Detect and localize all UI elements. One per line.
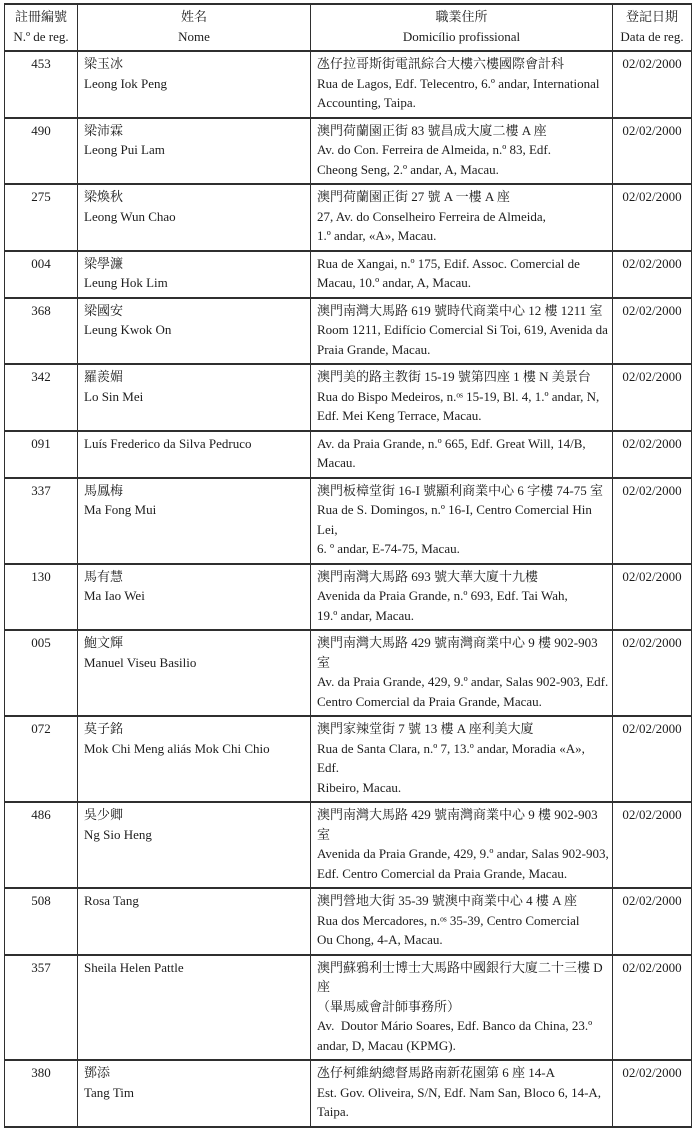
reg-no-cell (5, 564, 78, 631)
address-cell (311, 564, 613, 631)
reg-no-cell (5, 716, 78, 802)
table-row (5, 564, 692, 631)
address-line: 19.º andar, Macau. (317, 607, 414, 623)
address-line: 澳門板樟堂街 16-I 號顯利商業中心 6 字樓 74-75 室 (317, 482, 603, 498)
address-line: Avenida da Praia Grande, n.º 693, Edf. Tai Wah, (317, 588, 568, 603)
reg-no-cell (5, 802, 78, 888)
reg-no: 275 (31, 189, 51, 204)
address-line: 澳門營地大街 35-39 號澳中商業中心 4 樓 A 座 (317, 893, 578, 908)
address-line: Rua de Santa Clara, n.º 7, 13.º andar, Moradia «A», Edf. (317, 740, 589, 775)
address-line: Taipa. (317, 1104, 349, 1119)
address-line: Rua de Xangai, n.º 175, Edif. Assoc. Comercial de (317, 255, 580, 271)
header-name-pt: Nome (178, 28, 210, 44)
table-row (5, 364, 692, 431)
reg-no: 486 (31, 807, 51, 822)
address-line: 澳門南灣大馬路 429 號南灣商業中心 9 樓 902-903 室 (317, 807, 601, 842)
address-line: Av. Doutor Mário Soares, Edf. Banco da China, 23.º (317, 1018, 593, 1033)
address-line: Macau. (317, 455, 356, 470)
name-cell (78, 1060, 311, 1127)
name-cell (78, 298, 311, 365)
header-row (5, 4, 692, 51)
header-reg-no-pt: N.º de reg. (13, 28, 69, 44)
name-line: 梁煥秋 (84, 189, 124, 204)
reg-no-cell (5, 431, 78, 478)
reg-date-cell (613, 298, 692, 365)
address-line: Av. da Praia Grande, 429, 9.º andar, Salas 902-903, Edf. (317, 674, 609, 689)
name-cell (78, 564, 311, 631)
address-cell (311, 955, 613, 1061)
address-line: 澳門美的路主教街 15-19 號第四座 1 樓 N 美景台 (317, 369, 591, 384)
table-row (5, 431, 692, 478)
header-reg-no (5, 4, 78, 51)
reg-no: 337 (31, 482, 51, 498)
reg-no: 490 (31, 122, 51, 138)
address-line: Room 1211, Edifício Comercial Si Toi, 619, Avenida da (317, 322, 608, 337)
address-line: Rua de Lagos, Edf. Telecentro, 6.º andar, International (317, 75, 600, 91)
address-line: 澳門南灣大馬路 619 號時代商業中心 12 樓 1211 室 (317, 302, 603, 318)
address-cell (311, 118, 613, 185)
address-cell (311, 184, 613, 251)
name-line: 梁玉冰 (84, 56, 124, 71)
name-cell (78, 364, 311, 431)
header-name-zh: 姓名 (180, 9, 207, 24)
reg-no: 091 (31, 435, 51, 451)
reg-date: 02/02/2000 (622, 635, 682, 650)
address-line: 氹仔柯維納總督馬路南新花園第 6 座 14-A (317, 1065, 555, 1080)
header-reg-no-zh: 註冊編號 (14, 9, 67, 24)
address-cell (311, 888, 613, 955)
name-line: 鄧添 (84, 1065, 111, 1080)
address-line: 澳門南灣大馬路 429 號南灣商業中心 9 樓 902-903 室 (317, 635, 601, 670)
reg-date: 02/02/2000 (622, 807, 682, 822)
header-reg-date (613, 4, 692, 51)
name-line: 吳少卿 (84, 807, 124, 822)
address-line: 澳門南灣大馬路 693 號大華大廈十九樓 (317, 568, 539, 584)
reg-date: 02/02/2000 (622, 56, 682, 71)
reg-date: 02/02/2000 (622, 482, 682, 498)
table-row (5, 888, 692, 955)
reg-no-cell (5, 364, 78, 431)
reg-date-cell (613, 564, 692, 631)
address-cell (311, 51, 613, 118)
name-line: 梁國安 (84, 302, 124, 318)
name-cell (78, 802, 311, 888)
name-line: Sheila Helen Pattle (84, 959, 184, 975)
name-line: Tang Tim (84, 1084, 135, 1100)
name-cell (78, 118, 311, 185)
table-row (5, 298, 692, 365)
reg-date: 02/02/2000 (622, 721, 682, 736)
reg-date-cell (613, 51, 692, 118)
reg-date-cell (613, 364, 692, 431)
reg-date-cell (613, 888, 692, 955)
reg-no: 380 (31, 1065, 51, 1080)
address-line: Rua dos Mercadores, n.ᵒˢ 35-39, Centro Comercial (317, 912, 580, 928)
address-line: 1.º andar, «A», Macau. (317, 228, 437, 243)
table-row (5, 1060, 692, 1127)
reg-date-cell (613, 955, 692, 1061)
name-line: Leong Pui Lam (84, 142, 165, 157)
reg-no: 072 (31, 721, 51, 736)
table-row (5, 716, 692, 802)
address-line: 澳門蘇鴉利士博士大馬路中國銀行大廈二十三樓 D 座 (317, 959, 606, 994)
name-cell (78, 478, 311, 564)
name-line: 梁學濂 (84, 255, 124, 271)
address-line: Ou Chong, 4-A, Macau. (317, 932, 443, 947)
reg-no: 508 (31, 893, 51, 908)
name-line: Luís Frederico da Silva Pedruco (84, 435, 252, 451)
reg-date: 02/02/2000 (622, 568, 682, 584)
name-cell (78, 431, 311, 478)
address-line: （畢馬威會計師事務所） (317, 998, 461, 1014)
name-cell (78, 955, 311, 1061)
name-line: Ma Iao Wei (84, 588, 145, 603)
header-name (78, 4, 311, 51)
name-line: Leung Kwok On (84, 322, 172, 337)
address-cell (311, 1060, 613, 1127)
header-address-zh: 職業住所 (435, 9, 488, 24)
table-row (5, 955, 692, 1061)
table-row (5, 630, 692, 716)
registry-table (4, 3, 692, 1128)
name-cell (78, 251, 311, 298)
reg-no: 453 (31, 56, 51, 71)
address-line: Macau, 10.º andar, A, Macau. (317, 275, 472, 290)
name-cell (78, 888, 311, 955)
name-line: Leong Iok Peng (84, 75, 168, 91)
address-line: 27, Av. do Conselheiro Ferreira de Almeida, (317, 208, 546, 224)
reg-no-cell (5, 1060, 78, 1127)
reg-date-cell (613, 118, 692, 185)
name-line: Lo Sin Mei (84, 388, 144, 404)
reg-date-cell (613, 184, 692, 251)
address-line: 澳門荷蘭園正街 83 號昌成大廈二樓 A 座 (317, 122, 547, 138)
address-line: Avenida da Praia Grande, 429, 9.º andar, Salas 902-903, (317, 846, 609, 861)
header-reg-date-zh: 登記日期 (625, 9, 678, 24)
address-line: Rua do Bispo Medeiros, n.ᵒˢ 15-19, Bl. 4, 1.º andar, N, (317, 388, 600, 404)
name-cell (78, 630, 311, 716)
address-line: Av. da Praia Grande, n.º 665, Edf. Great Will, 14/B, (317, 435, 586, 451)
reg-no-cell (5, 118, 78, 185)
address-cell (311, 630, 613, 716)
address-line: 氹仔拉哥斯街電訊綜合大樓六樓國際會計科 (317, 56, 565, 71)
table-row (5, 251, 692, 298)
header-reg-date-pt: Data de reg. (620, 28, 684, 44)
name-line: 莫子銘 (84, 721, 124, 736)
reg-date: 02/02/2000 (622, 189, 682, 204)
address-line: Centro Comercial da Praia Grande, Macau. (317, 693, 542, 709)
table-row (5, 478, 692, 564)
name-line: 梁沛霖 (84, 122, 124, 138)
address-line: andar, D, Macau (KPMG). (317, 1037, 456, 1053)
reg-date: 02/02/2000 (622, 893, 682, 908)
reg-no-cell (5, 888, 78, 955)
table-row (5, 184, 692, 251)
reg-no: 130 (31, 568, 51, 584)
table-row (5, 118, 692, 185)
reg-no-cell (5, 184, 78, 251)
name-line: Ng Sio Heng (84, 826, 152, 842)
address-line: Av. do Con. Ferreira de Almeida, n.º 83, Edf. (317, 142, 552, 157)
address-cell (311, 364, 613, 431)
table-row (5, 51, 692, 118)
address-line: 澳門家辣堂街 7 號 13 樓 A 座利美大廈 (317, 721, 534, 736)
reg-no: 004 (31, 255, 51, 271)
address-cell (311, 478, 613, 564)
reg-no-cell (5, 298, 78, 365)
table-row (5, 802, 692, 888)
address-line: Cheong Seng, 2.º andar, A, Macau. (317, 161, 499, 177)
name-line: Leong Wun Chao (84, 208, 176, 224)
header-address (311, 4, 613, 51)
reg-no-cell (5, 630, 78, 716)
name-line: Mok Chi Meng aliás Mok Chi Chio (84, 740, 270, 756)
registry-table-body (5, 51, 692, 1127)
address-cell (311, 716, 613, 802)
reg-date: 02/02/2000 (622, 122, 682, 138)
name-line: Rosa Tang (84, 893, 139, 908)
reg-date-cell (613, 251, 692, 298)
reg-no-cell (5, 251, 78, 298)
name-line: Manuel Viseu Basilio (84, 654, 197, 670)
registry-table-header (5, 4, 692, 51)
reg-date-cell (613, 802, 692, 888)
reg-date: 02/02/2000 (622, 1065, 682, 1080)
name-cell (78, 716, 311, 802)
address-line: Edf. Mei Keng Terrace, Macau. (317, 408, 482, 423)
reg-no-cell (5, 51, 78, 118)
reg-date: 02/02/2000 (622, 369, 682, 384)
address-line: Rua de S. Domingos, n.º 16-I, Centro Comercial Hin Lei, (317, 502, 596, 537)
address-line: 澳門荷蘭園正街 27 號 A 一樓 A 座 (317, 189, 510, 204)
reg-date: 02/02/2000 (622, 255, 682, 271)
name-cell (78, 51, 311, 118)
reg-date-cell (613, 478, 692, 564)
reg-date-cell (613, 630, 692, 716)
name-line: Ma Fong Mui (84, 502, 157, 517)
name-line: Leung Hok Lim (84, 275, 168, 290)
address-cell (311, 298, 613, 365)
reg-date: 02/02/2000 (622, 959, 682, 975)
address-line: Edf. Centro Comercial da Praia Grande, Macau. (317, 865, 568, 881)
name-line: 馬有慧 (84, 568, 124, 584)
name-line: 馬鳳梅 (84, 482, 124, 498)
reg-no: 368 (31, 302, 51, 318)
reg-no-cell (5, 955, 78, 1061)
address-line: 6. º andar, E-74-75, Macau. (317, 541, 460, 556)
reg-no: 357 (31, 959, 51, 975)
reg-date-cell (613, 431, 692, 478)
reg-date: 02/02/2000 (622, 435, 682, 451)
reg-no: 342 (31, 369, 51, 384)
reg-date-cell (613, 716, 692, 802)
address-cell (311, 802, 613, 888)
reg-date: 02/02/2000 (622, 302, 682, 318)
address-cell (311, 431, 613, 478)
header-address-pt: Domicílio profissional (402, 28, 521, 44)
address-line: Accounting, Taipa. (317, 95, 416, 110)
address-line: Praia Grande, Macau. (317, 341, 431, 357)
reg-no-cell (5, 478, 78, 564)
address-cell (311, 251, 613, 298)
address-line: Est. Gov. Oliveira, S/N, Edf. Nam San, Bloco 6, 14-A, (317, 1084, 602, 1100)
name-line: 鮑文輝 (84, 635, 124, 650)
name-line: 羅羨媚 (84, 369, 124, 384)
name-cell (78, 184, 311, 251)
address-line: Ribeiro, Macau. (317, 779, 402, 795)
reg-date-cell (613, 1060, 692, 1127)
reg-no: 005 (31, 635, 51, 650)
